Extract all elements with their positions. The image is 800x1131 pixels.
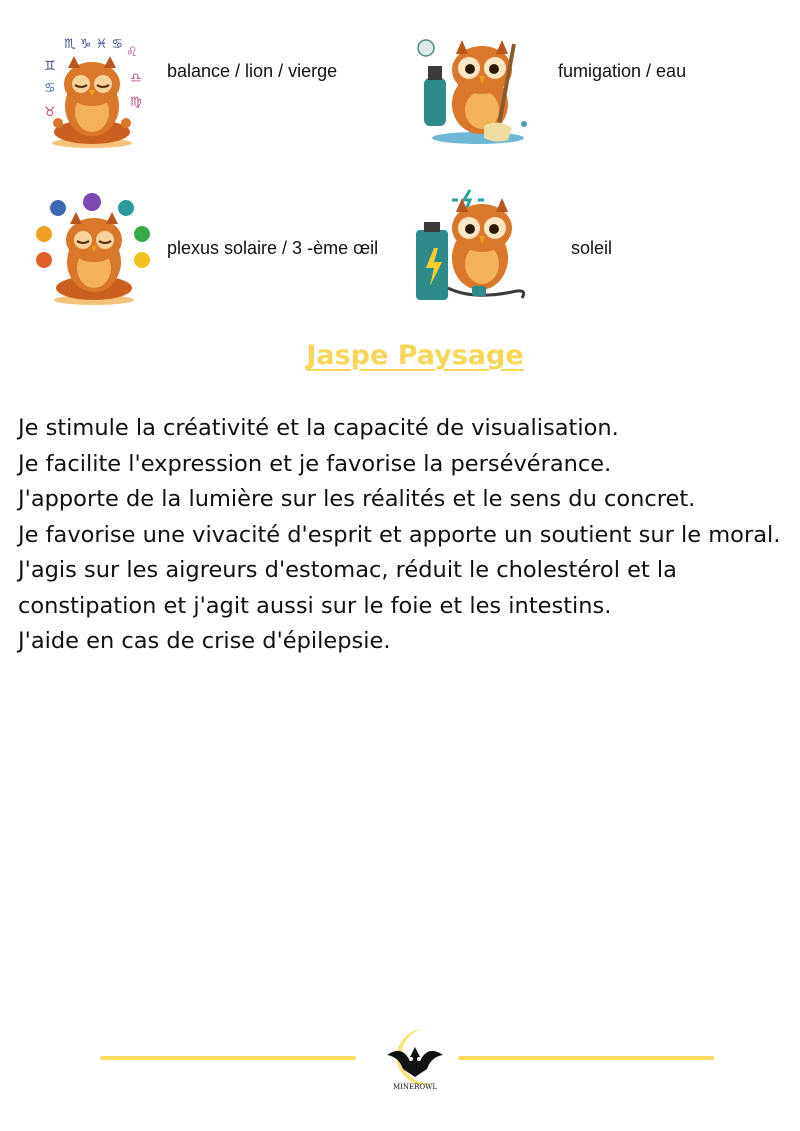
logo-text: MINEROWL [392,1083,438,1091]
owl-battery-charging-icon [412,188,536,304]
svg-text:♉: ♉ [44,105,56,120]
svg-text:♋: ♋ [44,81,56,96]
grid-label-1: balance / lion / vierge [167,61,338,81]
grid-label-2: fumigation / eau [558,61,687,81]
page-title: Jaspe Paysage [306,340,524,371]
footer-line-left [100,1056,356,1060]
svg-text:♍: ♍ [130,95,142,110]
description-text [18,411,788,660]
svg-text:♊: ♊ [44,59,56,74]
owl-meditating-zodiac-icon [30,28,150,150]
svg-text:♎: ♎ [130,71,142,86]
paragraph-5: J'agis sur les aigreurs d'estomac, réduit le cholestérol et la constipation et j'agit aussi sur le foie et les intestins. [18,557,677,619]
owl-meditating-chakras-icon [32,190,154,306]
paragraph-1: Je stimule la créativité et la capacité de visualisation. [18,415,619,441]
owl-cleaning-spray-mop-icon [412,34,536,146]
footer-line-right [458,1056,714,1060]
svg-text:♏ ♑ ♓ ♋: ♏ ♑ ♓ ♋ [64,37,124,52]
paragraph-4: Je favorise une vivacité d'esprit et apporte un soutient sur le moral. [18,521,781,548]
owl-moon-logo-icon [383,1025,447,1093]
paragraph-2: Je facilite l'expression et je favorise la persévérance. [18,450,612,477]
paragraph-6: J'aide en cas de crise d'épilepsie. [18,628,391,654]
grid-label-4: soleil [571,238,613,258]
paragraph-3: J'apporte de la lumière sur les réalités et le sens du concret. [18,486,696,512]
svg-text:♌: ♌ [126,45,138,60]
grid-label-3: plexus solaire / 3 -ème œil [167,238,379,258]
